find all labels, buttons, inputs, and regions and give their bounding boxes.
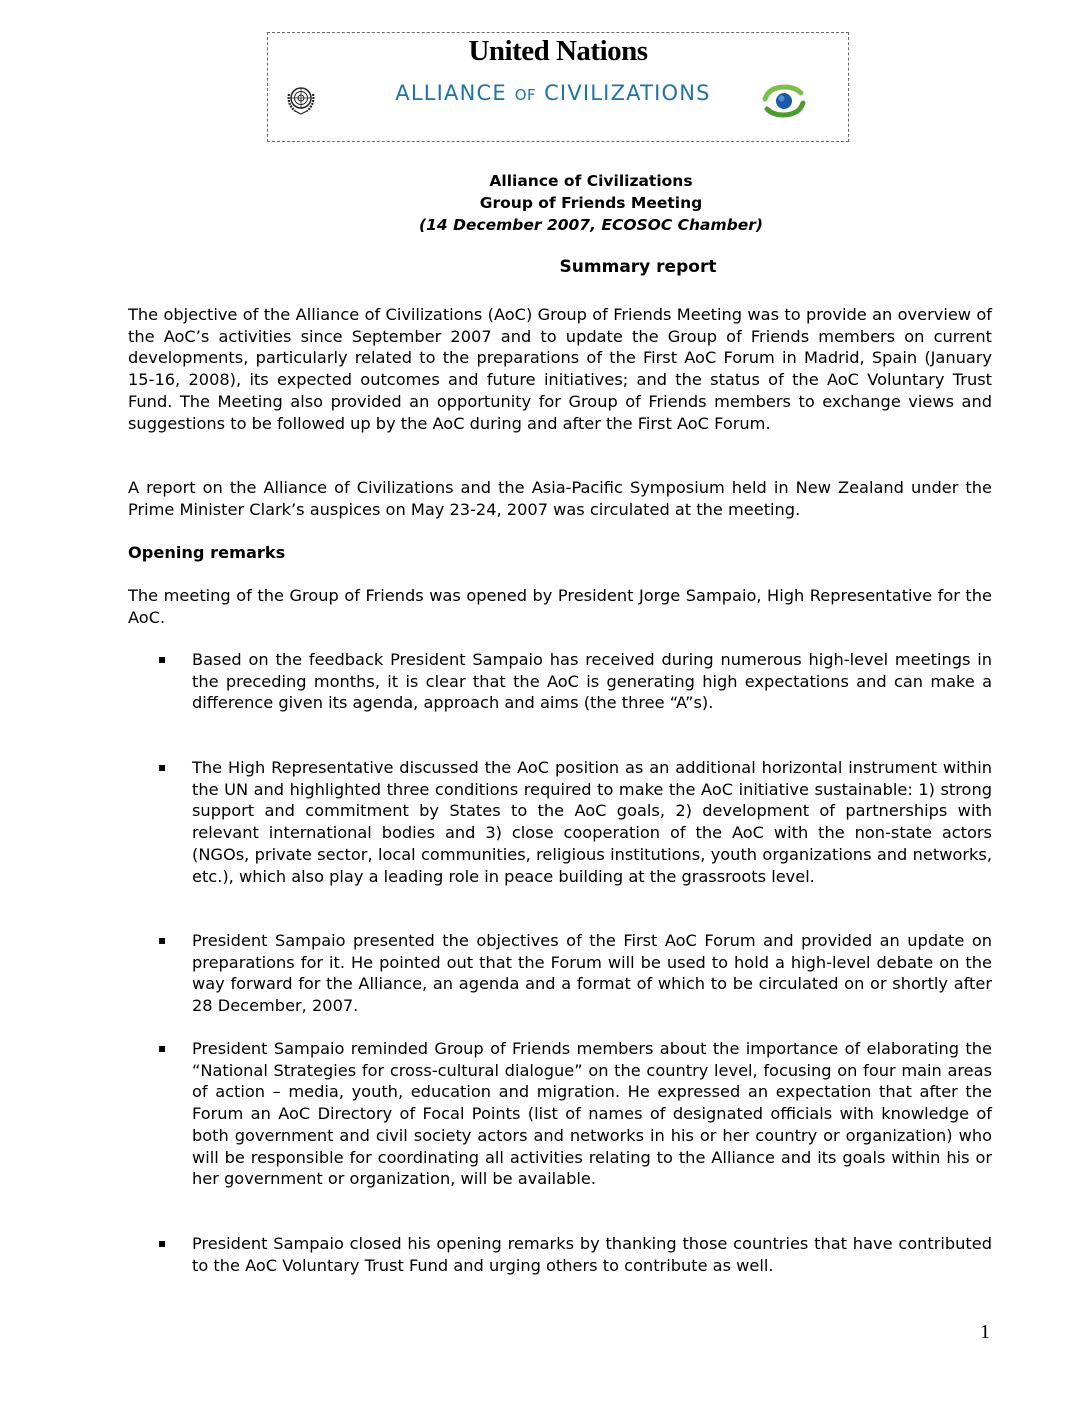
alliance-title [368,81,738,105]
bullet-text: President Sampaio presented the objectives of the First AoC Forum and provided an update on preparations for it. He pointed out that the Forum will be used to hold a high-level debate on the way forward for the Alliance, an agenda and a format of which to be circulated on or shortly after 28 December, 2007. [192,931,992,1016]
title-line-1: Alliance of Civilizations [489,172,693,190]
alliance-title-part1: ALLIANCE [395,81,515,105]
bullet-marker-icon: ▪ [158,1041,167,1055]
aoc-eye-logo-icon [759,83,809,119]
bullet-text: The High Representative discussed the AoC position as an additional horizontal instrument within the UN and highlighted three conditions required to make the AoC initiative sustainable: 1) strong support and commitment by States to the AoC goals, 2) development of partnerships with relevant international bodies and 3) close cooperation of the AoC with the non-state actors (NGOs, private sector, local communities, religious institutions, youth organizations and networks, etc.), which also play a leading role in peace building at the grassroots level. [192,758,992,886]
bullet-marker-icon: ▪ [158,760,167,774]
section-lead-paragraph: The meeting of the Group of Friends was opened by President Jorge Sampaio, High Representative for the AoC. [128,586,992,627]
intro-paragraph-2: A report on the Alliance of Civilizations and the Asia-Pacific Symposium held in New Zealand under the Prime Minister Clark’s auspices on May 23-24, 2007 was circulated at the meeting. [128,478,992,519]
document-subtitle: Summary report [559,257,717,277]
bullet-marker-icon: ▪ [158,933,167,947]
bullet-text: President Sampaio reminded Group of Friends members about the importance of elaborating the “National Strategies for cross-cultural dialogue” on the country level, focusing on four main areas of action – media, youth, education and migration. He expressed an expectation that after the Forum an AoC Directory of Focal Points (list of names of designated officials with knowledge of both government and civil society actors and networks in his or her country or organization) who will be responsible for coordinating all activities relating to the Alliance and its goals within his or her government or organization, will be available. [192,1039,992,1189]
un-emblem-icon [286,84,316,116]
title-line-3: (14 December 2007, ECOSOC Chamber) [419,216,763,234]
page-number: 1 [980,1321,990,1343]
title-line-2: Group of Friends Meeting [479,194,703,212]
bullet-marker-icon: ▪ [158,1236,167,1250]
bullet-text: President Sampaio closed his opening remarks by thanking those countries that have contributed to the AoC Voluntary Trust Fund and urging others to contribute as well. [192,1234,992,1275]
bullet-text: Based on the feedback President Sampaio has received during numerous high-level meetings in the preceding months, it is clear that the AoC is generating high expectations and can make a difference given its agenda, approach and aims (the three “A”s). [192,650,992,713]
org-title: United Nations [468,35,648,67]
intro-paragraph-1: The objective of the Alliance of Civilizations (AoC) Group of Friends Meeting was to provide an overview of the AoC’s activities since September 2007 and to update the Group of Friends members on current developments, particularly related to the preparations of the First AoC Forum in Madrid, Spain (January 15-16, 2008), its expected outcomes and future initiatives; and the status of the AoC Voluntary Trust Fund. The Meeting also provided an opportunity for Group of Friends members to exchange views and suggestions to be followed up by the AoC during and after the First AoC Forum. [128,305,992,433]
alliance-title-of: OF [514,86,537,104]
alliance-title-part2: CIVILIZATIONS [536,81,711,105]
section-heading: Opening remarks [128,543,286,562]
bullet-marker-icon: ▪ [158,652,167,666]
document-title [0,170,1088,236]
letterhead-box [267,32,849,142]
